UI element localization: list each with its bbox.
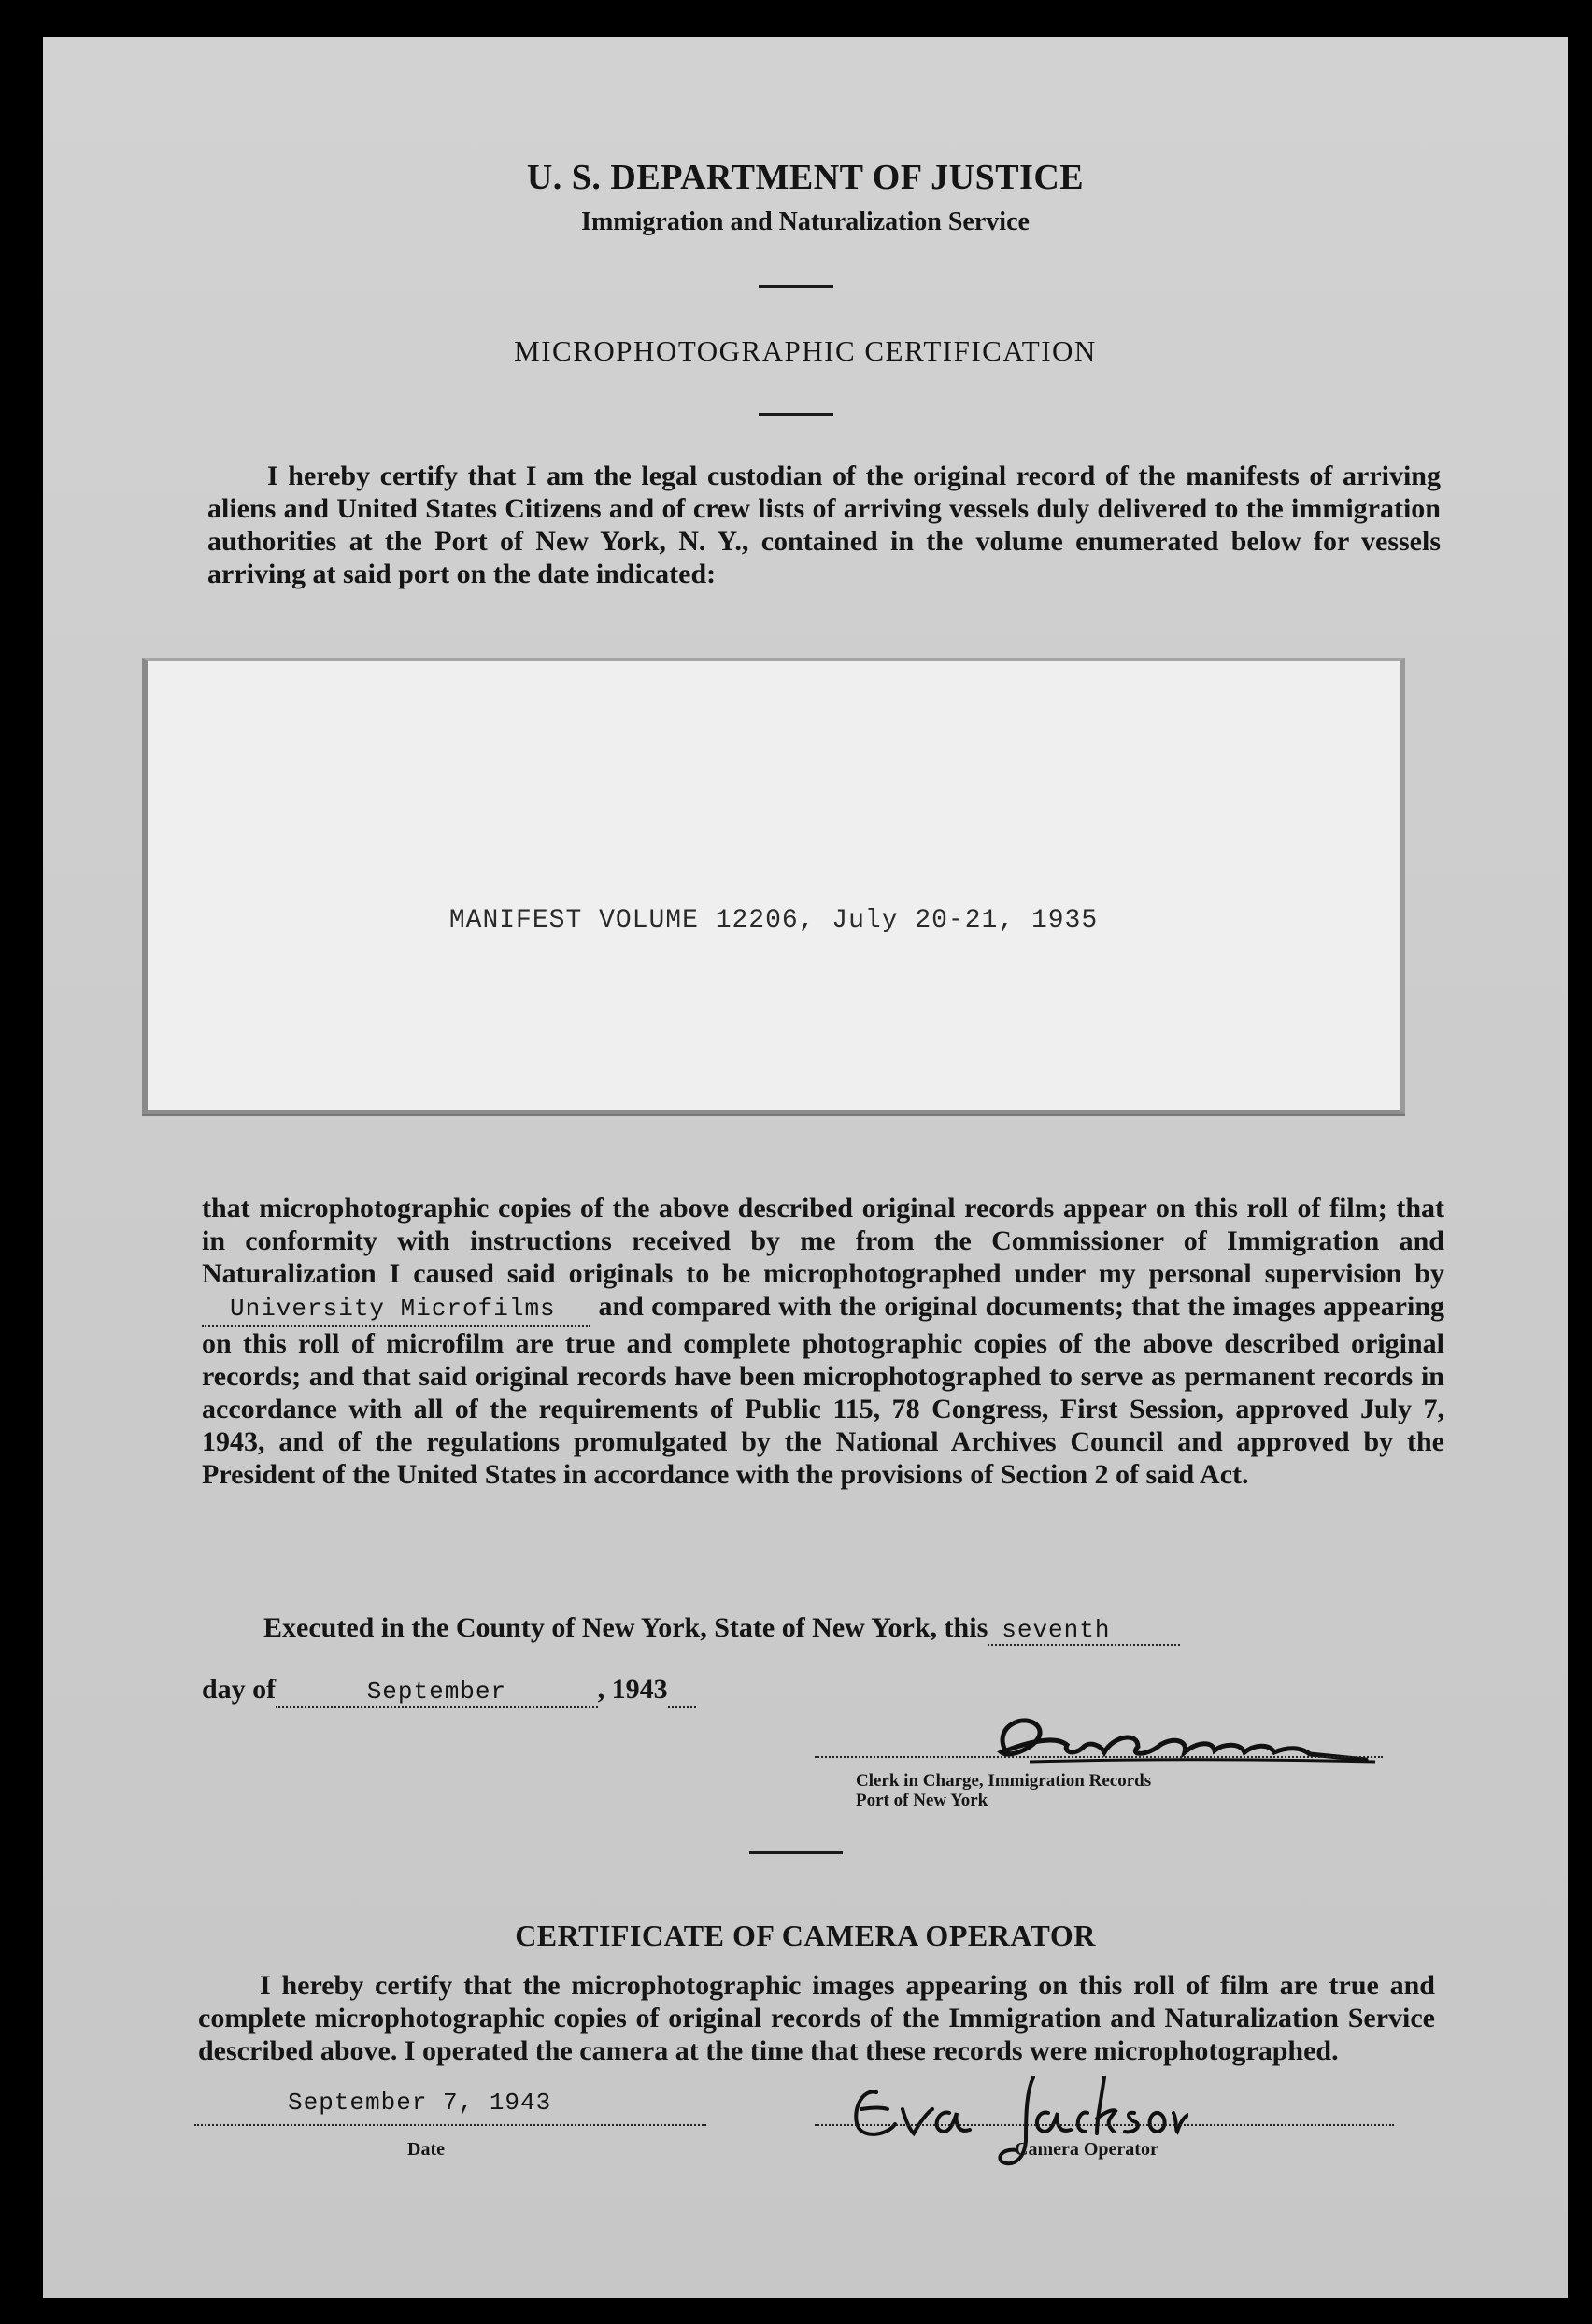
clerk-signature-line [815, 1756, 1383, 1758]
date-line [202, 1674, 696, 1708]
year-dots [668, 1674, 696, 1708]
clerk-signature [974, 1704, 1385, 1780]
operator-date-label: Date [407, 2139, 445, 2160]
department-title: U. S. DEPARTMENT OF JUSTICE [526, 158, 1085, 197]
operator-signature-line [815, 2124, 1394, 2126]
year-digit: 3 [653, 1674, 668, 1705]
operator-date-value: September 7, 1943 [288, 2089, 552, 2117]
body-text-part1: that microphotographic copies of the above described original records appear on this roll of film; that in conformity with instructions received by me from the Commissioner of Immigration and Naturalization I caused said originals to be microphotographed under my personal supervision by [202, 1193, 1444, 1289]
intro-paragraph: I hereby certify that I am the legal custodian of the original record of the manifests of arriving aliens and United States Citizens and of crew lists of arriving vessels duly delivered to the immigration authorities at the Port of New York, N. Y., contained in the volume enumerated below for vessels arriving at said port on the date indicated: [207, 461, 1441, 589]
camera-operator-paragraph: I hereby certify that the microphotographic images appearing on this roll of film are true and complete microphotographic copies of original records of the Immigration and Naturalization Service described above. I operated the camera at the time that these records were microphotographed. [198, 1970, 1435, 2066]
operator-date-line [194, 2124, 706, 2126]
volume-card [142, 658, 1405, 1114]
volume-card-text: MANIFEST VOLUME 12206, July 20-21, 1935 [448, 906, 1099, 935]
clerk-title [856, 1771, 1151, 1810]
camera-operator-heading: CERTIFICATE OF CAMERA OPERATOR [515, 1919, 1096, 1952]
year-prefix: , 194 [597, 1674, 654, 1705]
filmed-by-field [202, 1290, 590, 1327]
filmed-by-value: University Microfilms [230, 1295, 556, 1323]
certificate-title: MICROPHOTOGRAPHIC CERTIFICATION [514, 334, 1097, 367]
certificate-sheet [43, 37, 1568, 2298]
divider-rule [759, 413, 833, 416]
execution-line [263, 1612, 1180, 1646]
day-value: seventh [1002, 1616, 1111, 1644]
execution-lead: Executed in the County of New York, State of New York, this [263, 1612, 988, 1643]
certification-body [202, 1192, 1444, 1491]
day-of-label: day of [202, 1674, 277, 1705]
month-value: September [366, 1678, 507, 1706]
body-text-part2: and compared with the original documents; that the images appearing on this roll of microfilm are true and complete photographic copies of the above described original records; and that said original records have been microphotographed to serve as permanent records in accordance with all of the requirements of Public 115, 78 Congress, First Session, approved July 7, 1943, and of the regulations promulgated by the National Archives Council and approved by the President of the United States in accordance with the provisions of Section 2 of said Act. [202, 1291, 1445, 1490]
clerk-title-line1: Clerk in Charge, Immigration Records [856, 1771, 1152, 1791]
month-field [276, 1674, 597, 1708]
day-field [988, 1612, 1180, 1646]
camera-operator-label: Camera Operator [1015, 2139, 1158, 2160]
service-subtitle: Immigration and Naturalization Service [581, 207, 1030, 236]
divider-rule [749, 1851, 843, 1854]
divider-rule [759, 285, 833, 288]
clerk-title-line2: Port of New York [856, 1791, 988, 1810]
